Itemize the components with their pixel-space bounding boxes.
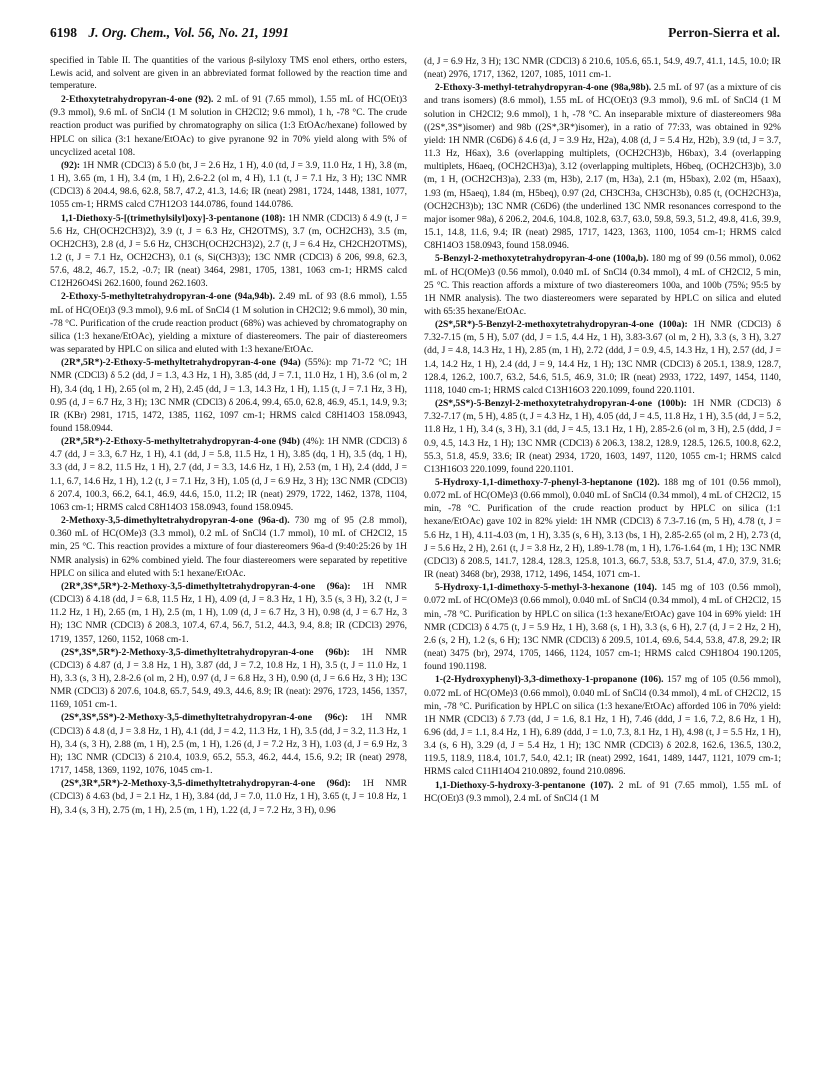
paragraph-text: 1H NMR (CDCl3) δ 7.32-7.15 (m, 5 H), 5.07 (dd, J = 1.5, 4.4 Hz, 1 H), 3.83-3.67 (ol m, 2 H), 3.3 (s, 3 H), 3.27 (dd, J = 4.8, 14.3 Hz, 1 H), 2.85 (m, 1 H), 2.72 (ddd, J = 0.9, 4.5, 14.3 Hz, 1 H), 2.57 (dd, J = 1.4, 14.2 Hz, 1 H), 2.4 (dd, J = 9, 14.4 Hz, 1 H); 13C NMR (CDCl3) δ 205.1, 138.9, 128.7, 128.4, 126.2, 100.7, 63.2, 54.6, 51.5, 46.9, 31.0; IR (neat) 2933, 1722, 1497, 1454, 1140, 1118, 1040 cm-1; HRMS calcd C13H16O3 220.1099, found 220.1101. [424, 319, 781, 396]
paragraph-text: 1H NMR (CDCl3) δ 4.63 (bd, J = 2.1 Hz, 1 H), 3.84 (dd, J = 7.0, 11.0 Hz, 1 H), 3.65 (t, J = 10.8 Hz, 1 H), 3.4 (s, 3 H), 2.75 (m, 1 H), 2.5 (m, 1 H), 1.22 (d, J = 7.2 Hz, 3 H), 0.96 [50, 778, 407, 816]
left-column [50, 55, 407, 1063]
paragraph-text: 1H NMR (CDCl3) δ 4.18 (dd, J = 6.8, 11.5 Hz, 1 H), 4.09 (d, J = 8.3 Hz, 1 H), 3.5 (s, 3 H), 3.2 (t, J = 11.2 Hz, 1 H), 2.65 (m, 1 H), 2.5 (m, 1 H), 1.09 (d, J = 6.7 Hz, 3 H), 0.98 (d, J = 6.7 Hz, 3 H); 13C NMR (CDCl3) δ 208.3, 107.4, 67.4, 56.7, 51.2, 44.3, 9.4, 8.8; IR (CDCl3) 2976, 1719, 1357, 1260, 1152, 1068 cm-1. [50, 580, 407, 645]
compound-heading: 5-Benzyl-2-methoxytetrahydropyran-4-one (100a,b). [435, 253, 649, 265]
paragraph [50, 646, 407, 712]
paragraph-text: 1H NMR (CDCl3) δ 4.87 (d, J = 3.8 Hz, 1 H), 3.87 (dd, J = 7.2, 10.8 Hz, 1 H), 3.5 (t, J = 11.0 Hz, 1 H), 3.3 (s, 3 H), 2.8-2.6 (ol m, 2 H), 0.97 (d, J = 6.8 Hz, 3 H), 0.90 (d, J = 6.6 Hz, 3 H); 13C NMR (CDCl3) δ 207.6, 104.8, 65.7, 54.9, 49.3, 44.6, 8.9; IR (neat): 2976, 1723, 1456, 1357, 1169, 1051 cm-1. [50, 646, 407, 711]
paragraph [50, 580, 407, 646]
paragraph-text: 1H NMR (CDCl3) δ 4.9 (t, J = 5.6 Hz, CH(OCH2CH3)2), 3.9 (t, J = 6.3 Hz, CH2OTMS), 3.7 (m, OCH2CH3), 3.5 (m, OCH2CH3), 2.8 (d, J = 5.6 Hz, CH3CH(OCH2CH3)2), 2.7 (t, J = 6.4 Hz, CH2CH2OTMS), 1.2 (t, J = 7.1 Hz, OCH2CH3), 0.1 (s, Si(CH3)3); 13C NMR (CDCl3) δ 206, 99.8, 62.3, 57.6, 48.2, 46.7, 15.2, -0.7; IR (neat) 3464, 2981, 1705, 1381, 1063 cm-1; HRMS calcd C12H26O4Si 262.1600, found 262.1603. [50, 212, 407, 290]
compound-heading: (92): [61, 159, 81, 171]
paragraph [50, 435, 407, 514]
paragraph-text: specified in Table II. The quantities of the various β-silyloxy TMS enol ethers, ortho esters, Lewis acid, and solvent are given in an abbreviated format followed by the reaction time and temperature. [50, 56, 407, 92]
compound-heading: (2S*,3R*,5R*)-2-Methoxy-3,5-dimethyltetrahydropyran-4-one (96d): [61, 778, 351, 790]
paragraph-text: 180 mg of 99 (0.56 mmol), 0.062 mL of HC(OMe)3 (0.56 mmol), 0.040 mL of SnCl4 (0.34 mmol), 4 mL of CH2Cl2, 5 min, 25 °C. This reaction affords a mixture of two diastereomers 100a, and 100b (75%; 95:5 by 1H NMR analysis). The two diastereomers were separated by HPLC on silica and eluted with 65:35 hexane/EtOAc. [424, 253, 781, 317]
paragraph [50, 356, 407, 435]
paragraph [424, 581, 781, 673]
compound-heading: 5-Hydroxy-1,1-dimethoxy-5-methyl-3-hexanone (104). [435, 582, 657, 594]
compound-heading: 2-Ethoxy-3-methyl-tetrahydropyran-4-one (98a,98b). [435, 82, 652, 94]
compound-heading: (2R*,3S*,5R*)-2-Methoxy-3,5-dimethyltetrahydropyran-4-one (96a): [61, 580, 351, 592]
paragraph-text: 157 mg of 105 (0.56 mmol), 0.072 mL of HC(OMe)3 (0.66 mmol), 0.040 mL of SnCl4 (0.34 mmol), 4 mL of CH2Cl2, 15 min, -78 °C. Purification by HPLC on silica (1:3 hexane/EtOAc) afforded 106 in 70% yield: 1H NMR (CDCl3) δ 7.73 (dd, J = 1.6, 8.1 Hz, 1 H), 7.46 (ddd, J = 1.6, 7.2, 8.6 Hz, 1 H), 6.96 (dd, J = 1.1, 8.4 Hz, 1 H), 6.89 (ddd, J = 1.0, 7.3, 8.1 Hz, 1 H), 4.98 (t, J = 5.5 Hz, 1 H), 3.4 (s, 6 H), 3.29 (d, J = 5.4 Hz, 1 H); 13C NMR (CDCl3) δ 202.8, 162.6, 136.5, 130.2, 119.5, 118.9, 118.4, 101.7, 54.0, 42.1; IR (neat) 2992, 1641, 1489, 1447, 1121, 1079 cm-1; HRMS calcd C11H14O4 210.0892, found 210.0896. [424, 674, 781, 778]
paragraph [50, 55, 407, 93]
compound-heading: 2-Methoxy-3,5-dimethyltetrahydropyran-4-one (96a-d). [61, 515, 290, 527]
compound-heading: (2S*,5S*)-5-Benzyl-2-methoxytetrahydropyran-4-one (100b): [435, 398, 687, 410]
paragraph [50, 711, 407, 777]
compound-heading: 2-Ethoxy-5-methyltetrahydropyran-4-one (94a,94b). [61, 291, 275, 303]
paragraph [424, 397, 781, 476]
paragraph-text: 188 mg of 101 (0.56 mmol), 0.072 mL of HC(OMe)3 (0.66 mmol), 0.040 mL of SnCl4 (0.34 mmol), 4 mL of CH2Cl2, 15 min, -78 °C. Purification of the crude reaction product by HPLC on silica (1:1 hexane/EtOAc) gave 102 in 82% yield: 1H NMR (CDCl3) δ 7.3-7.16 (m, 5 H), 4.78 (t, J = 5.6 Hz, 1 H), 4.11-4.03 (m, 1 H), 3.35 (s, 6 H), 3.13 (bs, 1 H), 2.85-2.65 (ol m, 2 H), 2.73 (d, J = 5.6 Hz, 2 H), 2.61 (t, J = 3.8 Hz, 2 H), 1.89-1.78 (m, 1 H), 1.76-1.64 (m, 1 H); 13C NMR (CDCl3) δ 208.5, 141.7, 128.4, 128.3, 125.8, 101.3, 66.7, 53.8, 53.7, 51.4, 47.0, 37.9, 31.6; IR (neat) 3468 (br), 2938, 1712, 1496, 1454, 1071 cm-1. [424, 477, 781, 581]
paragraph [50, 290, 407, 356]
paragraph [424, 476, 781, 581]
compound-heading: (2S*,3S*,5R*)-2-Methoxy-3,5-dimethyltetrahydropyran-4-one (96b): [61, 646, 350, 658]
paragraph [50, 159, 407, 212]
paragraph-text: 2.49 mL of 93 (8.6 mmol), 1.55 mL of HC(OEt)3 (9.3 mmol), 9.6 mL of SnCl4 (1 M solution in CH2Cl2; 9.6 mmol), 30 min, -78 °C. Purification of the crude reaction product (68%) was achieved by chromatography on silica (1:3 hexane/EtOAc), yielding a mixture of diastereomers. The pair of diastereomers was separated by HPLC on silica and eluted with 1:3 hexane/EtOAc. [50, 291, 407, 356]
paragraph [50, 93, 407, 159]
author-running-head: Perron-Sierra et al. [668, 25, 780, 40]
right-column [424, 55, 781, 1063]
paragraph-text: 2 mL of 91 (7.65 mmol), 1.55 mL of HC(OEt)3 (9.3 mmol), 9.6 mL of SnCl4 (1 M solution in CH2Cl2; 9.6 mmol), 1 h, -78 °C. The crude reaction product was purified by chromatography on silica (1:3 EtOAc/hexane) followed by HPLC on silica (3:1 hexane/EtOAc) to give pyranone 92 in 70% yield along with 5% of uncyclized acetal 108. [50, 94, 407, 158]
paragraph-text: 1H NMR (CDCl3) δ 7.32-7.17 (m, 5 H), 4.85 (t, J = 4.3 Hz, 1 H), 4.05 (dd, J = 4.5, 11.8 Hz, 1 H), 3.5 (dd, J = 5.2, 11.8 Hz, 1 H), 3.4 (s, 3 H), 3.1 (dd, J = 4.5, 13.1 Hz, 1 H), 2.85-2.6 (ol m, 3 H), 2.5 (ddd, J = 0.9, 4.5, 14.3 Hz, 1 H); 13C NMR (CDCl3) δ 206.3, 138.2, 128.9, 128.5, 126.5, 100.8, 62.2, 55.3, 51.8, 45.9, 33.6; IR (neat) 2934, 1720, 1603, 1497, 1120, 1055 cm-1; HRMS calcd C13H16O3 220.1099, found 220.1101. [424, 398, 781, 475]
paragraph [424, 55, 781, 81]
compound-heading: 1-(2-Hydroxyphenyl)-3,3-dimethoxy-1-propanone (106). [435, 674, 664, 686]
paragraph [50, 514, 407, 580]
paragraph-text: 145 mg of 103 (0.56 mmol), 0.072 mL of HC(OMe)3 (0.66 mmol), 0.040 mL of SnCl4 (0.34 mmol), 4 mL of CH2Cl2, 15 min, -78 °C. Purification by HPLC on silica (1:3 hexane/EtOAc) gave 104 in 69% yield: 1H NMR (CDCl3) δ 4.75 (t, J = 5.9 Hz, 1 H), 3.68 (s, 1 H), 3.3 (s, 6 H), 2.7 (d, J = 2 Hz, 2 H), 2.6 (s, 2 H), 1.2 (s, 6 H); 13C NMR (CDCl3) δ 209.5, 101.4, 69.6, 54.4, 53.8, 47.8, 29.2; IR (neat) 3475 (br), 2974, 1705, 1466, 1124, 1057 cm-1; HRMS calcd C9H18O4 190.1205, found 190.1198. [424, 582, 781, 673]
running-header [50, 25, 780, 45]
journal-citation: J. Org. Chem., Vol. 56, No. 21, 1991 [88, 25, 290, 40]
page-number: 6198 [50, 25, 77, 40]
paragraph-text: 1H NMR (CDCl3) δ 5.0 (bt, J = 2.6 Hz, 1 H), 4.0 (td, J = 3.9, 11.0 Hz, 1 H), 3.8 (m, 1 H), 3.65 (m, 1 H), 3.4 (m, 1 H), 2.6-2.2 (ol m, 4 H), 1.1 (t, J = 7.1 Hz, 3 H); 13C NMR (CDCl3) δ 204.4, 98.6, 62.8, 58.7, 47.2, 41.3, 14.6; IR (neat) 2981, 1724, 1448, 1381, 1077, 1055 cm-1; HRMS calcd C7H12O3 144.0786, found 144.0786. [50, 159, 407, 211]
paragraph [50, 777, 407, 816]
paragraph-text: 2.5 mL of 97 (as a mixture of cis and trans isomers) (8.6 mmol), 1.55 mL of HC(OEt)3 (9.3 mmol), 9.6 mL of SnCl4 (1 M solution in CH2Cl2; 9.6 mmol), 1 h, -78 °C. An inseparable mixture of diastereomers 98a ((2S*,3S*)isomer) and 98b ((2S*,3R*)isomer), in a ratio of 77:33, was obtained in 92% yield: 1H NMR (C6D6) δ 4.6 (d, J = 3.9 Hz, H2a), 4.08 (d, J = 5.4 Hz, H2b), 3.9 (td, J = 3.7, 11.3 Hz, H6ax), 3.6 (overlapping multiplets, (OCH2CH3)b, H6bax), 3.4 (overlapping multiplets, H6aeq, (OCH2CH3)a), 3.12 (overlapping multiplets, H6beq, (OCH2CH3)b), 3.0 (m, 1 H, (OCH2CH3)a), 2.33 (m, H3b), 2.17 (m, H3a), 2.1 (m, H5bax), 2.02 (m, H5aax), 1.93 (m, H5aeq), 1.84 (m, H5beq), 0.97 (2d, CH3CH3a, CH3CH3b), 0.85 (t, (OCH2CH3)a, (OCH2CH3)b); 13C NMR (C6D6) (the underlined 13C NMR resonances correspond to the major isomer 98a), δ 206.2, 204.6, 104.8, 102.8, 63.7, 63.0, 59.8, 59.3, 51.2, 49.8, 41.6, 39.9, 15.1, 14.8, 11.6, 9.4; IR (neat) 2985, 1717, 1423, 1363, 1100, 1054 cm-1; HRMS calcd C8H14O3 158.0943, found 158.0946. [424, 82, 781, 252]
paragraph [424, 252, 781, 318]
paragraph [424, 779, 781, 805]
compound-heading: 1,1-Diethoxy-5-[(trimethylsilyl)oxy]-3-pentanone (108): [61, 212, 286, 224]
paragraph-text: (d, J = 6.9 Hz, 3 H); 13C NMR (CDCl3) δ 210.6, 105.6, 65.1, 54.9, 49.7, 41.1, 14.5, 10.0; IR (neat) 2976, 1717, 1362, 1207, 1085, 1011 cm-1. [424, 56, 781, 81]
paragraph [424, 673, 781, 778]
paragraph-text: (4%): 1H NMR (CDCl3) δ 4.7 (dd, J = 3.3, 6.7 Hz, 1 H), 4.1 (dd, J = 5.8, 11.5 Hz, 1 H), 3.85 (dq, 1 H), 3.5 (dq, 1 H), 3.3 (dd, J = 8.2, 11.5 Hz, 1 H), 2.7 (dd, J = 3.3, 14.6 Hz, 1 H), 2.53 (m, 1 H), 2.4 (ddd, J = 1.1, 6.7, 14.6 Hz, 1 H), 1.2 (t, J = 7.1 Hz, 3 H), 1.05 (d, J = 6.9 Hz, 3 H); 13C NMR (CDCl3) δ 207.4, 100.3, 66.2, 64.1, 46.9, 44.6, 15.0, 11.2; IR (neat) 2979, 1722, 1462, 1378, 1104, 1063 cm-1; HRMS calcd C8H14O3 158.0943, found 158.0945. [50, 436, 407, 513]
compound-heading: 5-Hydroxy-1,1-dimethoxy-7-phenyl-3-heptanone (102). [435, 477, 660, 488]
compound-heading: 2-Ethoxytetrahydropyran-4-one (92). [61, 94, 214, 106]
compound-heading: (2R*,5R*)-2-Ethoxy-5-methyltetrahydropyran-4-one (94b) [61, 436, 300, 448]
paragraph-text: 2 mL of 91 (7.65 mmol), 1.55 mL of HC(OEt)3 (9.3 mmol), 2.4 mL of SnCl4 (1 M [424, 779, 781, 804]
paragraph [50, 212, 407, 291]
compound-heading: (2S*,3S*,5S*)-2-Methoxy-3,5-dimethyltetrahydropyran-4-one (96c): [61, 712, 349, 724]
paragraph-text: 1H NMR (CDCl3) δ 4.8 (d, J = 3.8 Hz, 1 H), 4.1 (dd, J = 4.2, 11.3 Hz, 1 H), 3.5 (dd, J = 3.2, 11.3 Hz, 1 H), 3.4 (s, 3 H), 2.88 (m, 1 H), 2.5 (m, 1 H), 1.26 (d, J = 7.2 Hz, 3 H), 1.03 (d, J = 6.9 Hz, 3 H); 13C NMR (CDCl3) δ 210.4, 103.9, 65.2, 55.3, 46.2, 44.4, 15.6, 9.2; IR (neat) 2978, 1717, 1458, 1369, 1192, 1076, 1045 cm-1. [50, 712, 407, 777]
header-left [50, 25, 289, 41]
paragraph-text: 730 mg of 95 (2.8 mmol), 0.360 mL of HC(OMe)3 (3.3 mmol), 0.2 mL of SnCl4 (1.7 mmol), 10 mL of CH2Cl2, 15 min, 25 °C. This reaction provides a mixture of four diastereomers 96a-d (9:40:25:26 by 1H NMR analysis) in 62% combined yield. The four diastereomers were separated by repetitive HPLC on silica and eluted with 5:1 hexane/EtOAc. [50, 515, 407, 579]
paragraph [424, 81, 781, 252]
paragraph [424, 318, 781, 397]
paragraph-text: (55%): mp 71-72 °C; 1H NMR (CDCl3) δ 5.2 (dd, J = 1.3, 4.3 Hz, 1 H), 3.85 (dd, J = 7.1, 11.0 Hz, 1 H), 3.6 (ol m, 2 H), 3.4 (dq, 1 H), 2.65 (ol m, 2 H), 2.45 (dd, J = 1.3, 14.3 Hz, 1 H), 1.15 (t, J = 7.1 Hz, 3 H), 0.95 (d, J = 6.7 Hz, 3 H); 13C NMR (CDCl3) δ 206.4, 99.4, 65.0, 62.8, 46.9, 45.1, 14.9, 9.3; IR (KBr) 2981, 1715, 1472, 1385, 1162, 1097 cm-1; HRMS calcd C8H14O3 158.0943, found 158.0944. [50, 357, 407, 435]
compound-heading: 1,1-Diethoxy-5-hydroxy-3-pentanone (107). [435, 779, 614, 791]
compound-heading: (2R*,5R*)-2-Ethoxy-5-methyltetrahydropyran-4-one (94a) [61, 357, 301, 369]
compound-heading: (2S*,5R*)-5-Benzyl-2-methoxytetrahydropyran-4-one (100a): [435, 319, 688, 331]
